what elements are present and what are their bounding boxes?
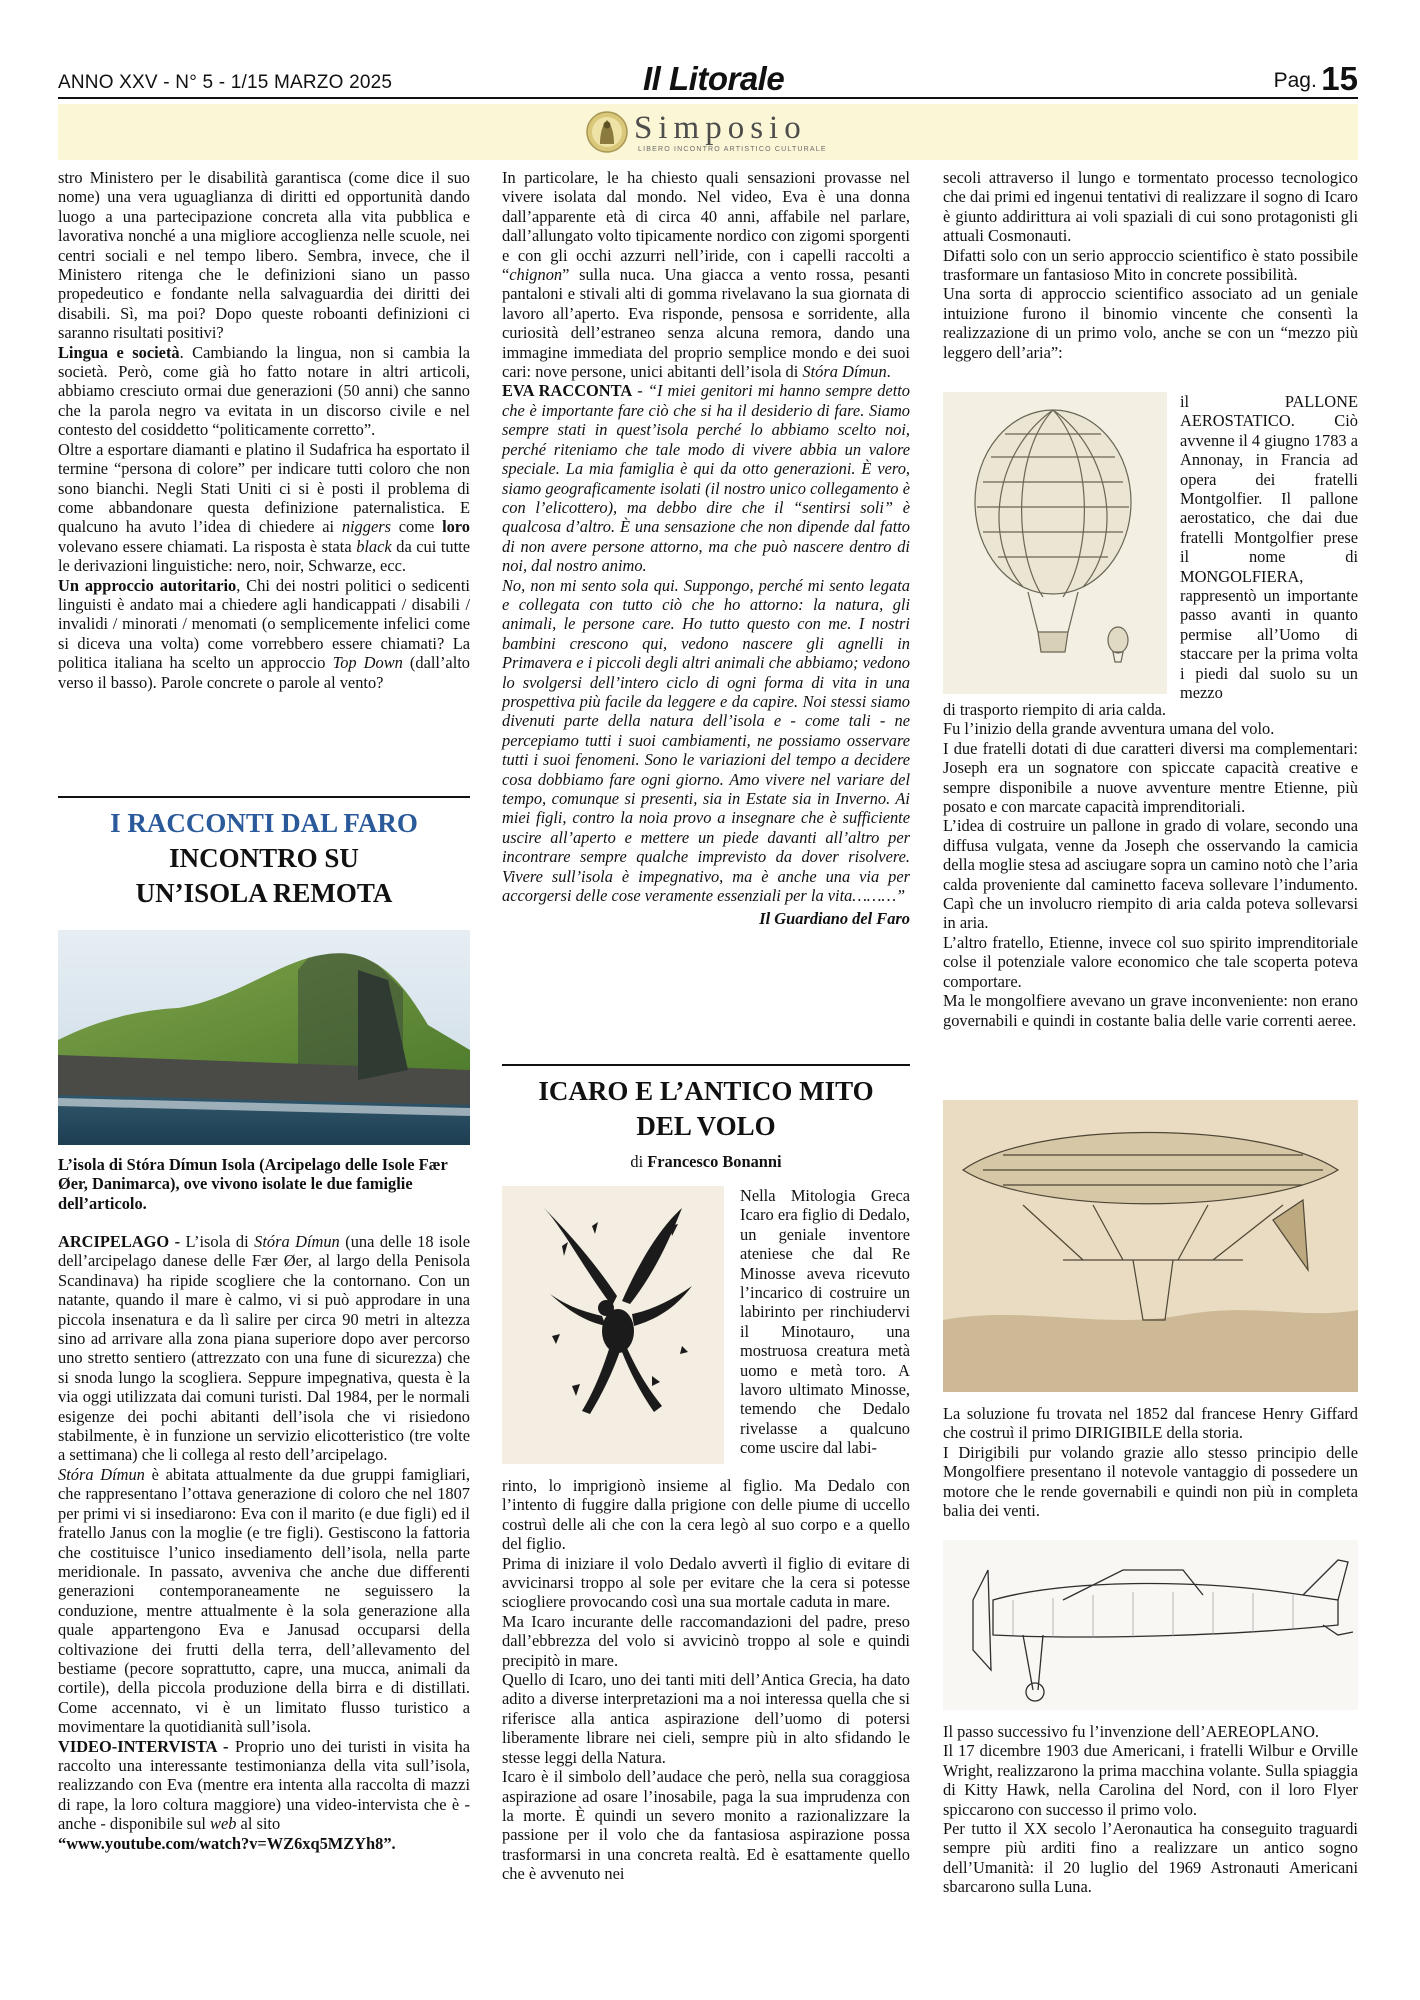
paragraph: stro Ministero per le disabilità garantisca (come dice il suo nome) una vera uguaglianza di diritti ed opportunità dando luogo a una partecipazione concreta alla vita pubblica e lavorativa nonché a una migliore accoglienza nelle scuole, nei centri sociali e nel tempo libero. Sembra, invece, che il Ministero ritenga che le definizioni siano un passo propedeutico e fondante nella salvaguardia dei diritti dei disabili. Sì, ma poi? Dopo queste roboanti definizioni ci saranno risultati positivi? <box>58 168 470 343</box>
paragraph: La soluzione fu trovata nel 1852 dal francese Henry Giffard che costruì il primo DIRIGIBILE della storia. <box>943 1404 1358 1443</box>
paragraph: Icaro è il simbolo dell’audace che però, nella sua coraggiosa aspirazione ad osare l’inosabile, paga la sua imprudenza con la morte. È quindi un severo monito a razionalizzare la passione per il volo che da fantasiosa aspirazione possa trasformarsi in una concreta realtà. Ed è esattamente quello che è avvenuto nei <box>502 1767 910 1884</box>
paragraph <box>58 440 470 576</box>
byline <box>502 1152 910 1172</box>
section-logo-group <box>586 110 906 156</box>
header-rule <box>58 97 1358 99</box>
paragraph: Per tutto il XX secolo l’Aeronautica ha conseguito traguardi sempre più arditi fino a realizzare un antico sogno dell’Umanità: il 20 luglio del 1969 Astronauti Americani sbarcarono sulla Luna. <box>943 1819 1358 1897</box>
paragraph <box>58 343 470 440</box>
paragraph-text: In particolare, le ha chiesto quali sensazioni provasse nel vivere isolata dal mondo. Nel video, Eva è una donna dall’apparente età di circa 40 anni, affabile nel parlare, dall’allungato volto tipicamente nordico con zigomi sporgenti e con gli occhi azzurri nell’iride, con i capelli raccolti a “ <box>502 168 910 285</box>
signature: Il Guardiano del Faro <box>759 909 910 929</box>
montgolfier-balloon <box>943 392 1167 694</box>
byline-prefix: di <box>630 1152 648 1171</box>
column-3-continued <box>943 700 1358 1030</box>
video-url: “www.youtube.com/watch?v=WZ6xq5MZYh8”. <box>58 1833 396 1853</box>
paragraph <box>58 1465 470 1737</box>
paragraph <box>58 1834 470 1853</box>
author-name: Francesco Bonanni <box>647 1152 782 1171</box>
paragraph-lead: Lingua e società <box>58 342 180 362</box>
paragraph-text: , Chi dei nostri politici o sedicenti linguisti è andato mai a chiedere agli handicappati / disabili / invalidi / minorati / menomati (o semplicemente infelici come si diceva una volta) come vorrebbero essere chiamati? La politica italiana ha scelto un approccio <box>58 575 470 673</box>
paragraph: Il passo successivo fu l’invenzione dell’AEREOPLANO. <box>943 1722 1320 1741</box>
paragraph: Difatti solo con un serio approccio scientifico è stato possibile trasformare un fantasioso Mito in concrete possibilità. <box>943 245 1358 285</box>
paragraph-lead: EVA RACCONTA <box>502 381 633 401</box>
icarus-illustration <box>502 1186 724 1464</box>
balloon-wrap-text <box>1180 392 1358 703</box>
italic-term: black <box>356 536 392 556</box>
page-number: 15 <box>1321 60 1358 97</box>
paragraph-lead: ARCIPELAGO - <box>58 1232 186 1251</box>
section-rule <box>58 796 470 798</box>
paragraph <box>58 576 470 692</box>
paragraph <box>58 1737 470 1834</box>
paragraph-text: è abitata attualmente da due gruppi famigliari, che rappresentano l’ottava generazione di coloro che nel 1807 per primi vi si insediarono: Eva con il marito (e due figli) ed il fratello Janus con la moglie (e tre figli). Gestiscono la fattoria che costituisce l’unico insediamento dell’isola, nella parte meridionale. In passato, avveniva che anche due differenti generazioni contemporaneamente ne seguissero la conduzione, mentre attualmente è la sola generazione alla quale appartengono Eva e Janusad occuparsi della coltivazione dei frutti della terra, dell’allevamento del bestiame (pecore soprattutto, capre, una mucca, animali da cortile), della piccola produzione della birra e di distillati. Come accennato, vi è un limitato flusso turistico a movimentare la quotidianità sull’isola. <box>58 1464 471 1737</box>
airplane-illustration <box>943 1540 1358 1710</box>
quote-text: No, non mi sento sola qui. Suppongo, perché mi sento legata e collegata con tutto ciò che ho attorno: la natura, gli animali, le persone care. Ho tutto questo con me. I nostri bambini crescono qui, vedono nascere gli agnelli in Primavera e i piccoli degli altri animali che abbiamo; vedono lo svolgersi dell’intero ciclo di ogni forma di vita in una prospettiva più facile da leggere e da capire. Noi stessi siamo divenuti parte della natura dell’isola e - come tali - ne percepiamo tutti i suoi cambiamenti, ne possiamo osservare tutti i suoi fenomeni. Sono le variazioni del tempo a decidere cosa dobbiamo fare ogni giorno. Amo vivere nel variare del tempo, comunque si presenti, sia in Estate sia in Inverno. Ai miei figli, contro la noia provo a insegnare che è sufficiente uscire all’aperto e mettere un piede davanti all’altro per incontrare sempre qualche imprevisto da dover risolvere. Vivere sull’isola è impegnativo, ma è anche una via per accorgersi delle cose veramente essenziali per la vita………” <box>502 575 910 906</box>
italic-term: web <box>210 1814 237 1834</box>
paragraph-text: al sito <box>236 1814 281 1834</box>
paragraph-text: . <box>886 362 891 382</box>
newspaper-title: Il Litorale <box>643 60 785 97</box>
paragraph: Fu l’inizio della grande avventura umana del volo. <box>943 719 1275 739</box>
paragraph: il PALLONE AEROSTATICO. Ciò avvenne il 4 giugno 1783 a Annonay, in Francia ad opera dei fratelli Montgolfier. Il pallone aerostatico, che dai due fratelli Montgolfier prese il nome di MONGOLFIERA, rappresentò un importante passo avanti in quanto permise all’Uomo di staccare per la prima volta i piedi dal suolo su un mezzo <box>1180 392 1358 703</box>
italic-term: Top Down <box>332 653 403 673</box>
island-photo <box>58 930 470 1145</box>
paragraph-lead: Un approccio autoritario <box>58 575 237 595</box>
icaro-article <box>502 1476 910 1884</box>
paragraph: I Dirigibili pur volando grazie allo stesso principio delle Mongolfiere presentano il notevole vantaggio di possedere un motore che le rende governabili e quindi non più in completa balia dei venti. <box>943 1442 1358 1521</box>
italic-term: Stóra Dímun <box>802 362 887 382</box>
paragraph: L’idea di costruire un pallone in grado di volare, secondo una diffusa vulgata, venne da Joseph che osservando la camicia della moglie stesa ad asciugare sopra un camino notò che l’aria calda proveniente dal caminetto faceva sollevare l’indumento. Capì che un involucro riempito di aria calda poteva sollevarsi in aria. <box>943 816 1358 933</box>
faro-title-line1: INCONTRO SU <box>169 843 359 873</box>
paragraph-text: L’isola di <box>185 1232 255 1251</box>
faro-heading <box>58 806 470 911</box>
paragraph-text: (una delle 18 isole dell’arcipelago danese delle Fær Øer, al largo della Penisola Scandinava) ha ripide scogliere che la contornano. Con un natante, quando il mare è calmo, vi si può approdare in una piccola insenatura e da lì salire per circa 90 metri in altezza sino ad arrivare alla zona piana superiore dopo aver percorso uno stretto sentiero (attrezzato con una fune di sicurezza) che si snoda lungo la scogliera. Seppure impegnativa, questa è la via oggi utilizzata dai comuni turisti. Dal 1984, per le normali esigenze dei pochi abitanti dell’isola che vi risiedono stabilmente, è in funzione un servizio elicotteristico (tre volte a settimana) che li collega al resto dell’arcipelago. <box>58 1232 470 1465</box>
quote-text: - “I miei genitori mi hanno sempre detto che è importante fare ciò che si ha il desiderio di fare. Siamo sempre stati in quest’isola perché lo abbiamo scelto noi, perché riteniamo che tale modo di vivere abbia un valore speciale. La mia famiglia è qui da otto generazioni. È vero, siamo geograficamente isolati (il nostro unico collegamento è con l’elicottero), ma debbo dire che il “sentirsi soli” è qualcosa d’altro. È una sensazione che non dipende dal fatto di non avere persone attorno, ma che può nascere dentro di noi, dal nostro animo. <box>502 381 910 576</box>
icarus-figure <box>502 1186 724 1464</box>
issue-info: ANNO XXV - N° 5 - 1/15 MARZO 2025 <box>58 72 393 93</box>
paragraph-text: . Cambiando la lingua, non si cambia la società. Però, come già ho fatto notare in altri articoli, abbiamo cresciuto ormai due generazioni (50 anni) che sanno che la parola negro va evitata in un discorso civile e nel contesto del cosiddetto “politicamente corretto”. <box>58 342 470 440</box>
icaro-title-line2: DEL VOLO <box>636 1111 776 1141</box>
paragraph-text: Oltre a esportare diamanti e platino il Sudafrica ha esportato il termine “persona di colore” per indicare tutti coloro che non sono bianchi. Negli Stati Uniti ci si è posti il problema di come abbandonare questa definizione paternalistica. E qualcuno ha avuto l’idea di chiedere ai <box>58 439 470 537</box>
paragraph <box>502 381 910 575</box>
section-band <box>58 104 1358 160</box>
paragraph: Il 17 dicembre 1903 due Americani, i fratelli Wilbur e Orville Wright, realizzarono la prima macchina volante. Sulla spiaggia di Kitty Hawk, nella Carolina del Nord, con il loro Flyer spiccarono con successo il primo volo. <box>943 1741 1358 1819</box>
paragraph: Ma Icaro incurante delle raccomandazioni del padre, preso dall’ebbrezza del volo si avvicinò troppo al sole e quindi precipitò in mare. <box>502 1611 910 1670</box>
paragraph-text: da cui tutte le derivazioni linguistiche: nero, noir, Schwarze, ecc. <box>58 536 471 576</box>
paragraph: Prima di iniziare il volo Dedalo avvertì il figlio di evitare di avvicinarsi troppo al sole per evitare che la cera si potesse sciogliere provocando così una sua mortale caduta in mare. <box>502 1553 910 1612</box>
section-rule <box>502 1064 910 1066</box>
island-illustration <box>58 930 470 1145</box>
paragraph: secoli attraverso il lungo e tormentato processo tecnologico che dai primi ed ingenui tentativi di realizzare il sogno di Icaro è giunto addirittura ai voli spaziali di cui sono protagonisti gli attuali Cosmonauti. <box>943 168 1358 246</box>
paragraph: Una sorta di approccio scientifico associato ad un geniale intuizione furono il binomio vincente che consentì la realizzazione di un primo volo, anche se con un “mezzo più leggero dell’aria”: <box>943 284 1358 362</box>
faro-kicker: I RACCONTI DAL FARO <box>110 808 418 838</box>
paragraph <box>58 1232 470 1465</box>
paragraph-text: come <box>391 517 443 537</box>
paragraph-text: ” sulla nuca. Una giacca a vento rossa, pesanti pantaloni e stivali alti di gomma rivelavano la sua giornata di lavoro all’aperto. Eva risponde, pensosa e sorridente, alla curiosità dell’estraneo senza alcuna remora, dando una immagine immediata del proprio semplice mondo e dei suoi cari: nove persone, unici abitanti dell’isola di <box>502 265 910 382</box>
paragraph: rinto, lo imprigionò insieme al figlio. Ma Dedalo con l’intento di fuggire dalla prigione con delle piume di uccello costruì delle ali che con la cera legò al suo corpo e a quello del figlio. <box>502 1476 910 1554</box>
paragraph <box>502 576 910 906</box>
paragraph: Nella Mitologia Greca Icaro era figlio di Dedalo, un geniale inventore ateniese che dal Re Minosse aveva ricevuto l’incarico di costruire un labirinto per rinchiudervi il Minotauro, una mostruosa creatura metà uomo e metà toro. A lavoro ultimato Minosse, temendo che Dedalo rivelasse a qualcuno come uscire dal labi- <box>740 1186 910 1458</box>
column-1 <box>58 168 470 692</box>
italic-term: Stóra Dímun <box>58 1464 145 1484</box>
icaro-heading <box>502 1074 910 1144</box>
faro-title-line2: UN’ISOLA REMOTA <box>135 878 393 908</box>
italic-term: chignon <box>509 265 563 285</box>
page-number-block <box>1274 60 1358 98</box>
faro-article-col1 <box>58 1232 470 1853</box>
balloon-illustration <box>943 392 1167 694</box>
column-2 <box>502 168 910 929</box>
page-header <box>58 60 1358 100</box>
airplane-blueprint <box>943 1540 1358 1710</box>
icaro-wrap-text <box>740 1186 910 1458</box>
paragraph: Quello di Icaro, uno dei tanti miti dell’Antica Grecia, ha dato adito a diverse interpretazioni ma a noi interessa quella che si riferisce alla antica aspirazione dell’uomo di potersi liberamente librare nei cieli, sempre più in alto sfidando le stesse leggi della Natura. <box>502 1670 910 1767</box>
italic-term: Stóra Dímun <box>254 1232 340 1251</box>
paragraph-text: Proprio uno dei turisti in visita ha raccolto una interessante testimonianza della vita sull’isola, realizzando con Eva (mentre era intenta alla raccolta di mazzi di rape, la loro coltura maggiore) una video-intervista che è - anche - disponibile sul <box>58 1736 470 1834</box>
page-label: Pag. <box>1273 69 1317 92</box>
paragraph: L’altro fratello, Etienne, invece col suo spirito imprenditoriale colse il potenziale valore economico che tale scoperta poteva comportare. <box>943 932 1358 991</box>
paragraph-text: (dall’alto verso il basso). Parole concrete o parole al vento? <box>58 653 470 692</box>
airplane-text <box>943 1722 1358 1897</box>
paragraph: di trasporto riempito di aria calda. <box>943 700 1167 719</box>
paragraph <box>502 168 910 381</box>
simposio-logo-icon <box>586 110 628 154</box>
section-subtitle: LIBERO INCONTRO ARTISTICO CULTURALE <box>638 146 827 153</box>
column-3 <box>943 168 1358 362</box>
section-name: Simposio <box>634 110 807 146</box>
italic-term: niggers <box>341 517 391 537</box>
paragraph: I due fratelli dotati di due caratteri diversi ma complementari: Joseph era un sognatore con spiccate capacità creative e sempre disponibile a nuove avventure mentre Etienne, più posato e con marcate capacità imprenditoriali. <box>943 738 1358 817</box>
paragraph-text: volevano essere chiamati. La risposta è stata <box>58 536 357 556</box>
giffard-airship <box>943 1100 1358 1392</box>
bold-term: loro <box>442 517 470 537</box>
icaro-title-line1: ICARO E L’ANTICO MITO <box>538 1076 874 1106</box>
airship-illustration <box>943 1100 1358 1392</box>
island-caption: L’isola di Stóra Dímun Isola (Arcipelago delle Isole Fær Øer, Danimarca), ove vivono isolate le due famiglie dell’articolo. <box>58 1155 448 1213</box>
airship-text <box>943 1404 1358 1520</box>
paragraph: Ma le mongolfiere avevano un grave inconveniente: non erano governabili e quindi in costante balia delle varie correnti aeree. <box>943 991 1358 1030</box>
paragraph-lead: VIDEO-INTERVISTA - <box>58 1736 236 1756</box>
